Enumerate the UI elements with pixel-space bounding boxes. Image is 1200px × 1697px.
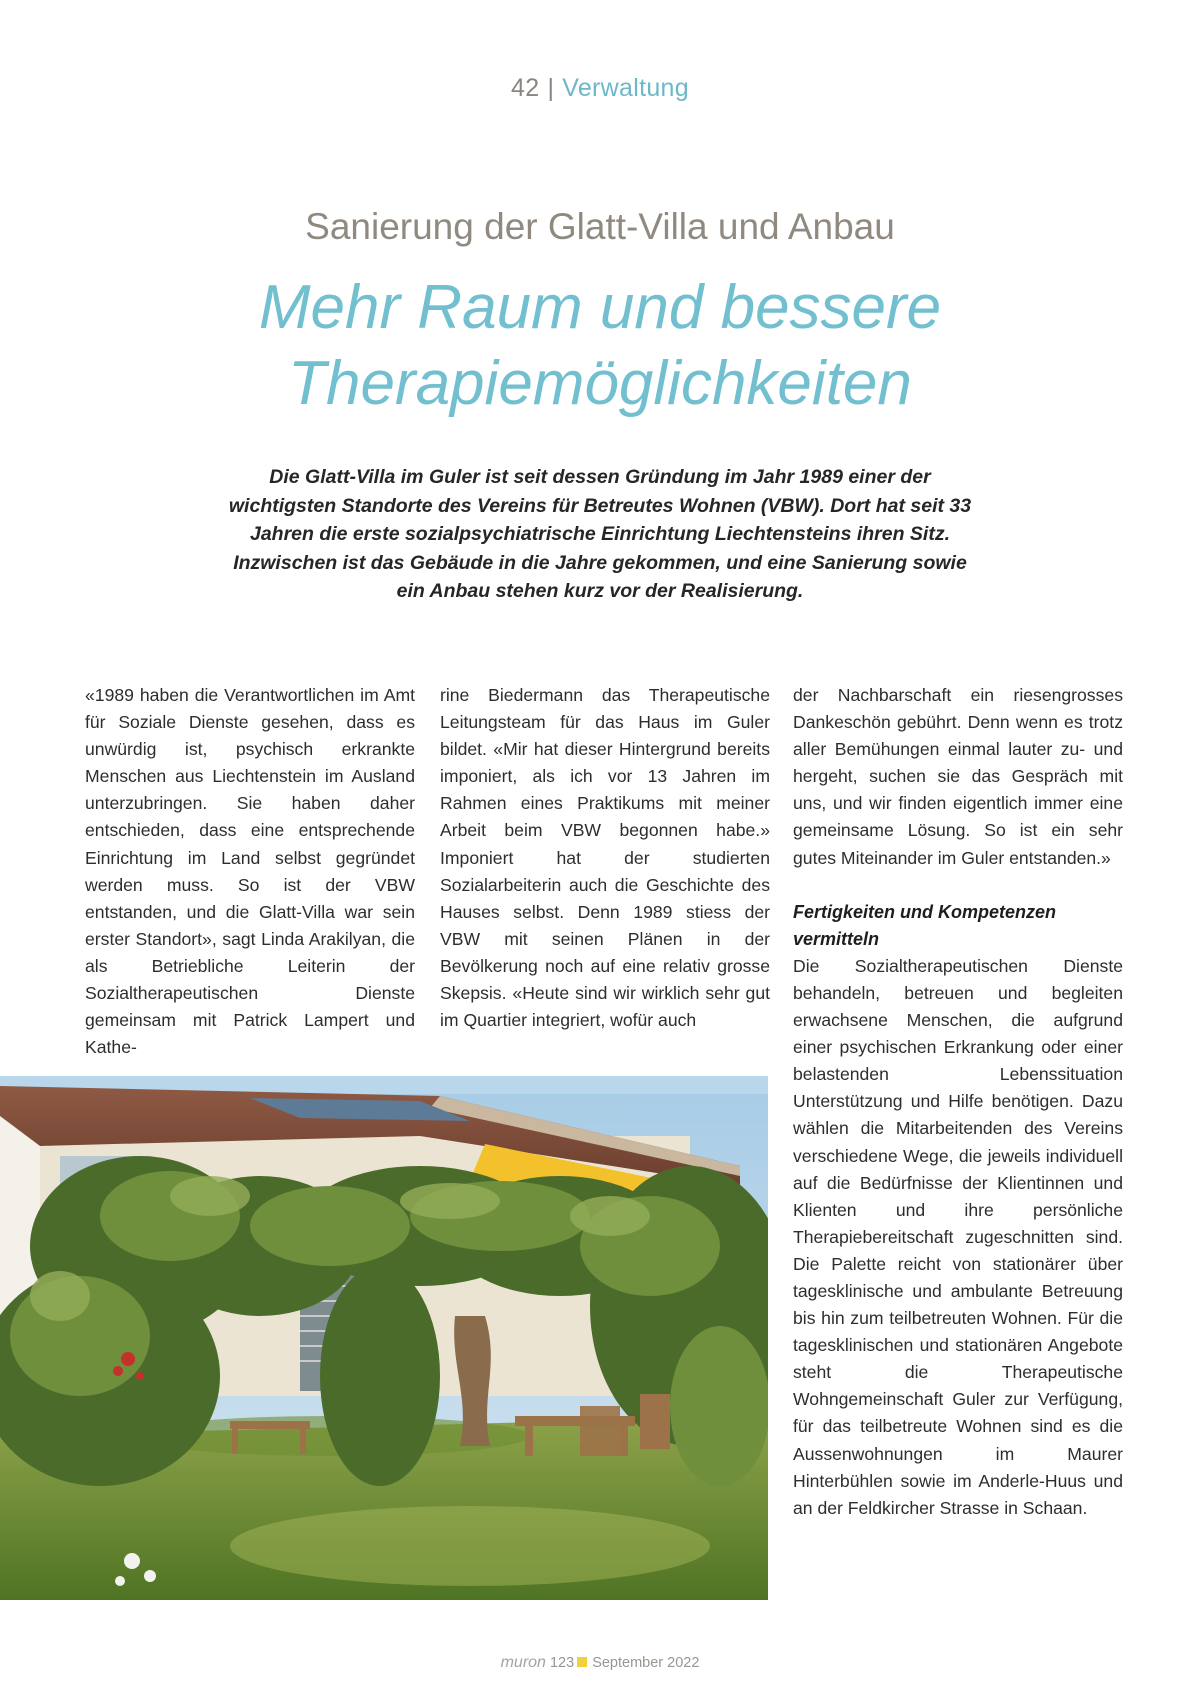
running-header: [0, 74, 1200, 103]
yellow-square-icon: [577, 1657, 587, 1667]
article-kicker: Sanierung der Glatt-Villa und Anbau: [305, 206, 895, 247]
article-headline: [150, 270, 1050, 422]
header-separator: |: [547, 74, 555, 102]
body-column-2: rine Biedermann das Therapeutische Leitungsteam für das Haus im Guler bildet. «Mir hat dieser Hintergrund bereits imponiert, als ich vor 13 Jahren im Rahmen eines Praktikums mit meiner Arbeit beim VBW begonnen habe.» Imponiert hat der studierten Sozialarbeiterin auch die Geschichte des Hauses selbst. Denn 1989 stiess der VBW mit seinen Plänen in der Bevölkerung noch auf eine relativ grosse Skepsis. «Heute sind wir wirklich sehr gut im Quartier integriert, wofür auch: [440, 685, 770, 1031]
page-number: 42: [511, 74, 540, 102]
issue-date: September 2022: [592, 1655, 700, 1671]
article-lead: Die Glatt-Villa im Guler ist seit dessen Gründung im Jahr 1989 einer der wichtigsten Standorte des Vereins für Betreutes Wohnen (VBW). Dort hat seit 33 Jahren die erste sozialpsychiatrische Einrichtung Liechtensteins ihren Sitz. Inzwischen ist das Gebäude in die Jahre gekommen, und eine Sanierung sowie ein Anbau stehen kurz vor der Realisierung.: [228, 466, 972, 602]
page-footer: [0, 1654, 1200, 1672]
body-column-3: [793, 682, 1123, 1522]
issue-number: 123: [549, 1655, 575, 1671]
headline-line-1: Mehr Raum und bessere: [258, 273, 942, 342]
villa-garden-photo: [0, 1076, 768, 1600]
column-3-paragraph-1: der Nachbarschaft ein riesengrosses Dankeschön gebührt. Denn wenn es trotz aller Bemühungen einmal lauter zu- und hergeht, suchen sie das Gespräch mit uns, und wir finden eigentlich immer eine gemeinsame Lösung. So ist ein sehr gutes Miteinander im Guler entstanden.»: [793, 685, 1123, 868]
body-column-1: «1989 haben die Verantwortlichen im Amt für Soziale Dienste gesehen, dass es unwürdig ist, psychisch erkrankte Menschen aus Liechtenstein im Ausland unterzubringen. Sie haben daher entschieden, dass eine entsprechende Einrichtung im Land selbst gegründet werden muss. So ist der VBW entstanden, und die Glatt-Villa war sein erster Standort», sagt Linda Arakilyan, die als Betriebliche Leiterin der Sozialtherapeutischen Dienste gemeinsam mit Patrick Lampert und Kathe-: [85, 685, 415, 1058]
subheading: Fertigkeiten und Kompetenzen vermitteln: [793, 901, 1057, 949]
headline-line-2: Therapiemöglichkeiten: [288, 349, 912, 418]
section-name: Verwaltung: [562, 74, 689, 102]
magazine-brand: muron: [500, 1654, 546, 1671]
column-3-paragraph-2: Die Sozialtherapeutischen Dienste behandeln, betreuen und begleiten erwachsene Menschen, die aufgrund einer psychischen Erkrankung oder einer belastenden Lebenssituation Unterstützung und Hilfe benötigen. Dazu wählen die Mitarbeitenden des Vereins verschiedene Wege, die jeweils individuell auf die Bedürfnisse der Klientinnen und Klienten und ihre persönliche Therapiebereitschaft zugeschnitten sind. Die Palette reicht von stationärer über tagesklinische und ambulante Betreuung bis hin zum teilbetreuten Wohnen. Für die tagesklinischen und stationären Angebote steht die Therapeutische Wohngemeinschaft Guler zur Verfügung, für das teilbetreute Wohnen sind es die Aussenwohnungen im Maurer Hinterbühlen sowie im Anderle-Huus und an der Feldkircher Strasse in Schaan.: [793, 955, 1123, 1518]
